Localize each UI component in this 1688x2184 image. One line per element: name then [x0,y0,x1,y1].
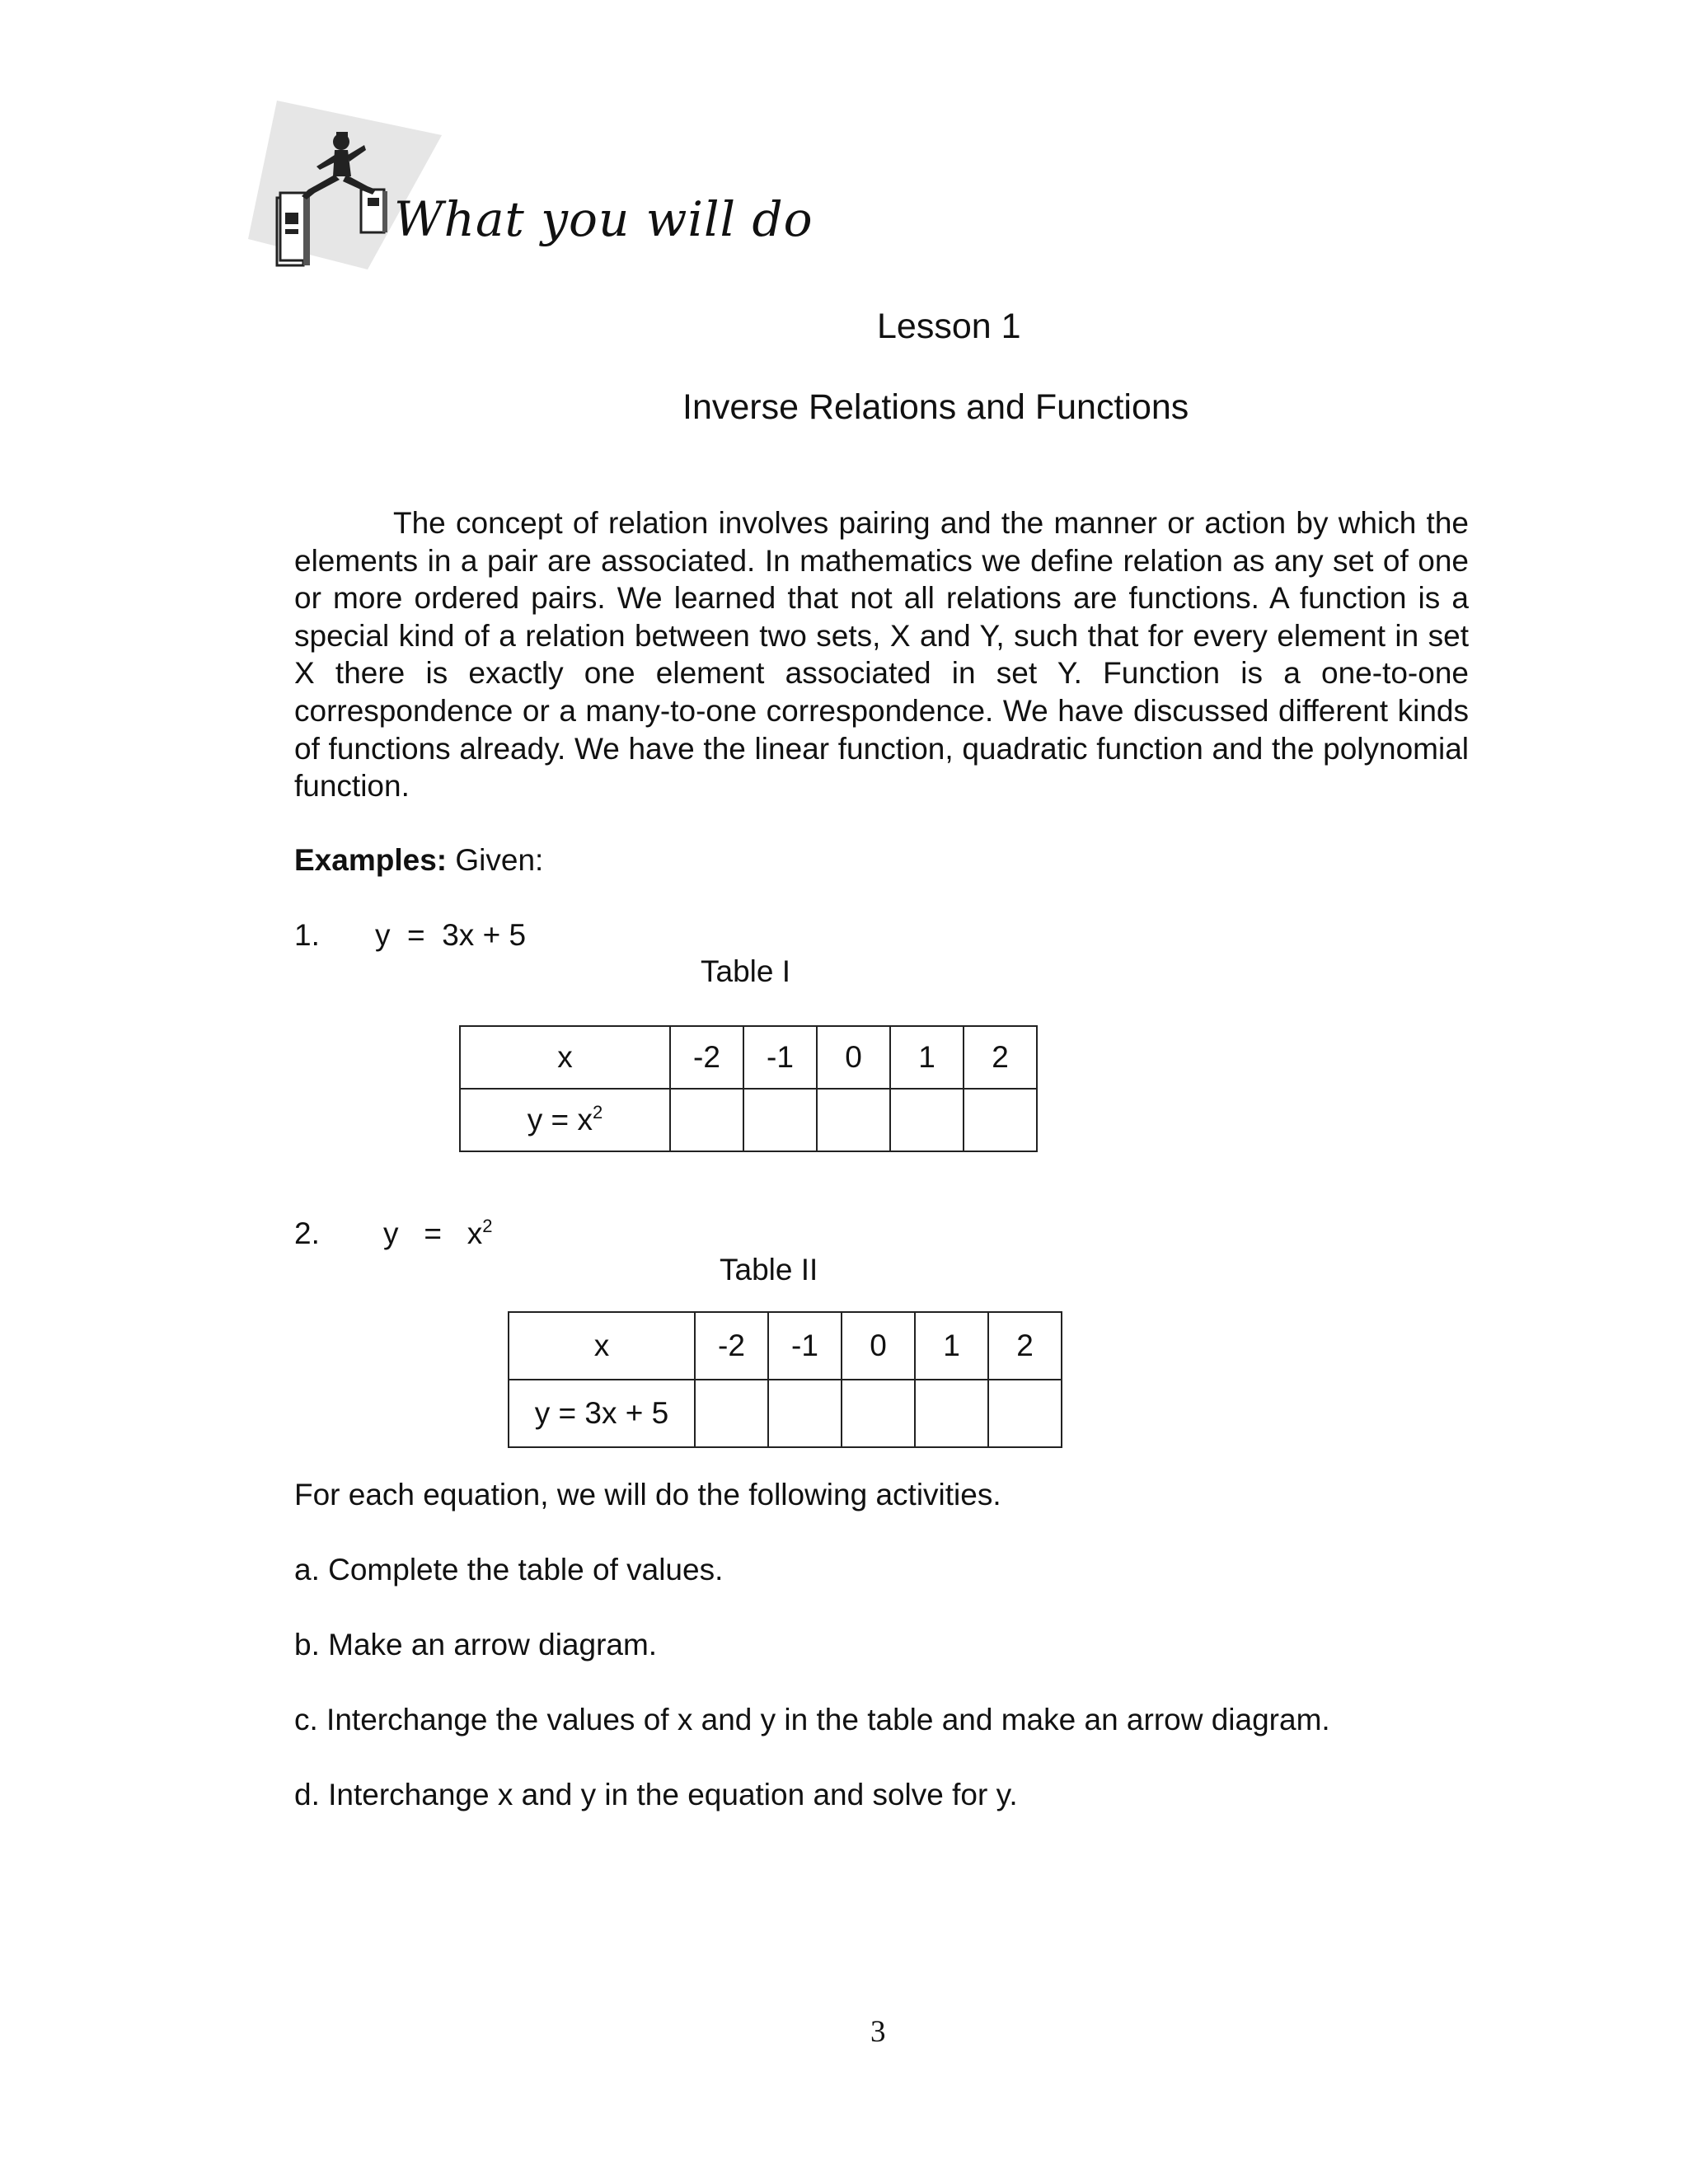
table2 [508,1311,1062,1448]
table1-x-value: 2 [964,1026,1037,1089]
lesson-number: Lesson 1 [877,307,1021,346]
table2-caption: Table II [720,1253,818,1286]
table1-x-value: -2 [670,1026,743,1089]
table2-row-y [509,1380,1062,1447]
table2-x-value: 0 [842,1312,915,1380]
example1-equation: y = 3x + 5 [375,918,527,952]
table1-y-cell [743,1089,817,1151]
table2-x-value: -2 [695,1312,768,1380]
table2-x-value: 1 [915,1312,988,1380]
activity-item: a. Complete the table of values. [294,1553,724,1586]
table2-row-x [509,1312,1062,1380]
table2-x-value: -1 [768,1312,842,1380]
table1-y-label-exponent: 2 [592,1102,603,1122]
table1-caption: Table I [701,954,791,988]
table1-x-value: 1 [890,1026,964,1089]
activity-item: d. Interchange x and y in the equation and solve for y. [294,1778,1018,1811]
table1-x-value: -1 [743,1026,817,1089]
table1-y-label-base: y = x [527,1103,593,1137]
lesson-title: Inverse Relations and Functions [682,387,1189,427]
table1-y-cell [817,1089,890,1151]
example2-equation-base: y = x [383,1216,483,1250]
table2-x-value: 2 [988,1312,1062,1380]
example2-equation [383,1216,493,1251]
page-number: 3 [870,2015,886,2049]
table1-row-y [460,1089,1037,1151]
example1-number: 1. [294,918,320,952]
intro-paragraph: The concept of relation involves pairing and the manner or action by which the elements in a pair are associated. In mathematics we define relation as any set of one or more ordered pairs. We learned that not all relations are functions. A function is a special kind of a relation between two sets, X and Y, such that for every element in set X there is exactly one element associated in set Y. Function is a one-to-one correspondence or a many-to-one correspondence. We have discussed different kinds of functions already. We have the linear function, quadratic function and the polynomial function. [294,506,1469,804]
example2-number: 2. [294,1216,320,1250]
table2-y-cell [915,1380,988,1447]
examples-line [294,843,543,878]
table1-x-value: 0 [817,1026,890,1089]
table1-y-label [460,1089,670,1151]
table1-row-x [460,1026,1037,1089]
activities-intro: For each equation, we will do the following activities. [294,1478,1001,1511]
table2-y-cell [768,1380,842,1447]
examples-label: Examples: [294,843,448,877]
table1-y-cell [890,1089,964,1151]
activity-item: c. Interchange the values of x and y in the table and make an arrow diagram. [294,1703,1330,1736]
table1-y-cell [964,1089,1037,1151]
table2-y-cell [988,1380,1062,1447]
table2-y-label: y = 3x + 5 [509,1380,695,1447]
table2-x-label: x [509,1312,695,1380]
activity-item: b. Make an arrow diagram. [294,1628,658,1661]
example2-equation-exponent: 2 [482,1216,493,1236]
table1 [459,1025,1038,1152]
header-title: What you will do [394,191,814,247]
table1-y-cell [670,1089,743,1151]
table2-y-cell [842,1380,915,1447]
table2-y-cell [695,1380,768,1447]
examples-given: Given: [455,843,544,877]
table1-x-label: x [460,1026,670,1089]
